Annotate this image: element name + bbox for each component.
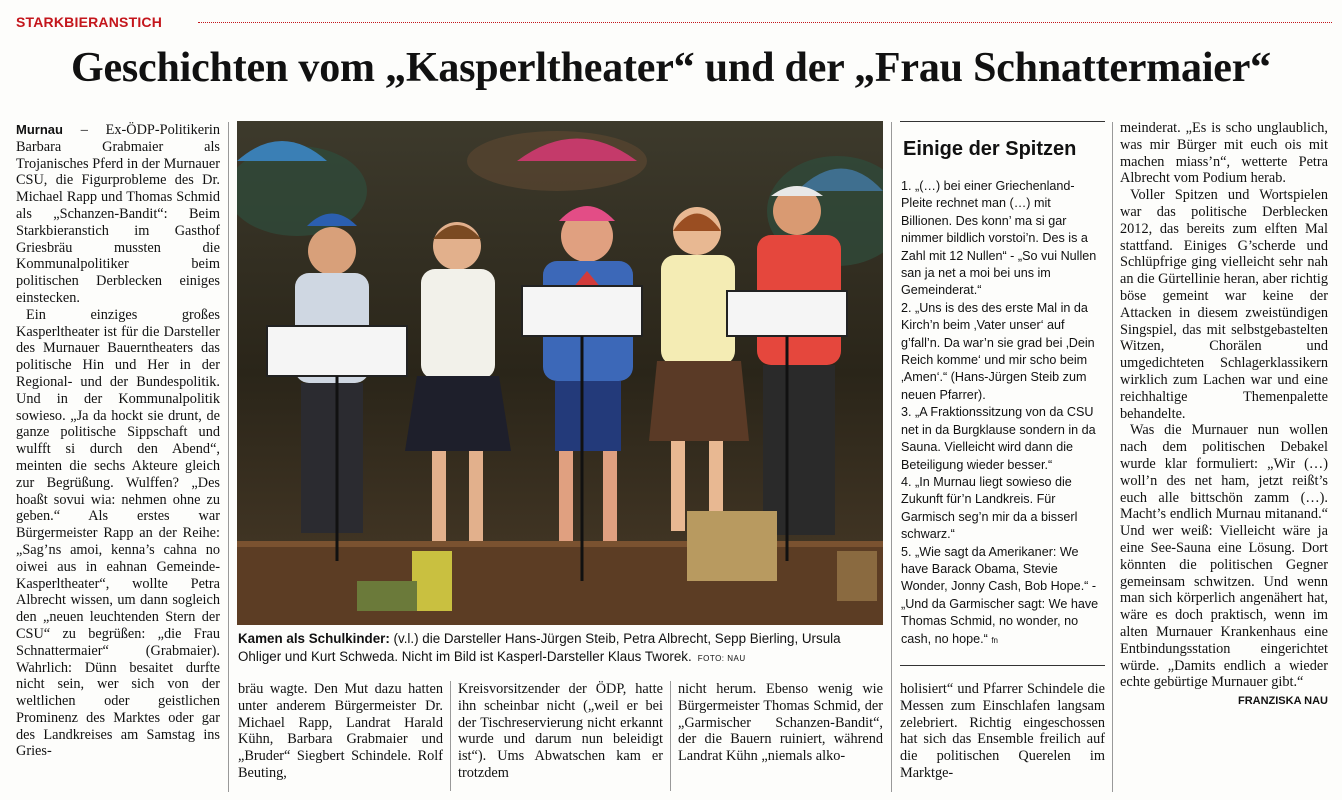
- article-paragraph-2: Ein einziges großes Kasperltheater ist für die Darsteller des Murnauer Bauerntheaters das politische Hin und Her in der Regional- und der Bundespolitik. Und in der Kommunalpolitik sowieso. „Ja da hockt sie drunt, de ganze politische Sippschaft und wulfft si durch den Abend“, meinten die sechs Akteure gleich zur Begrüßung. Wulffen? „Des hoaßt sovui wia: nehmen ohne zu geben.“ Als erstes war Bürgermeister Rapp an der Reihe: „Sag’ns amoi, kenna’s cahna no oiwei aus in eahnan Gemeinde-Kasperltheater“, wollte Petra Albrecht wissen, um dann sogleich den „neuen leuchtenden Stern der CSU“ zu begrüßen: „die Frau Schnattermaier“ (Grabmaier). Wahrlich: Dünn besaitet durfte nicht sein, wer sich von der weltlichen oder geistlichen Prominenz des Marktes oder gar des Landkreises am Samstag ins Gries-: [16, 306, 220, 760]
- box-sign: fn: [991, 635, 998, 645]
- article-column-2: bräu wagte. Den Mut dazu hatten unter anderem Bürgermeister Dr. Michael Rapp, Landrat Harald Kühn, Barbara Grabmaier und „Bruder“ Siegbert Schindele. Rolf Beuting,: [238, 681, 443, 781]
- column-rule: [450, 681, 451, 791]
- column-rule: [670, 681, 671, 791]
- quote-item: [901, 544, 1103, 649]
- quote-item: 1. „(…) bei einer Griechenland-Pleite rechnet man (…) mit Billionen. Des konn’ ma si gar nimmer bildlich vorstoi’n. Des is a Zahl mit 12 Nullen“ - „So vui Nullen san ja net a moi bei uns im Gemeinderat.“: [901, 179, 1097, 298]
- info-box-bottom-rule: [900, 665, 1105, 666]
- article-paragraph-4: Voller Spitzen und Wortspielen war das politische Derblecken 2012, das bereits zum elften Mal stattfand. Einiges G’scherde und Schlüpfrige ging vielleicht sehr nah an die Gürtellinie heran, aber richtig böse gemeint war keine der Attacken in diesem zweistündigen Singspiel, das mit selbstgebastelten Witzen, Chorälen und umgedichteten Schlagerklassikern wirklich zum Lachen war und eine reichhaltige Themenpalette behandelte.: [1120, 187, 1329, 422]
- quote-item: 2. „Uns is des des erste Mal in da Kirch’n beim ‚Vater unser‘ auf g’fall’n. Da war’n sie grad bei ‚Dein Reich komme‘ und mir scho beim ‚Amen‘.“ (Hans-Jürgen Steib zum neuen Pfarrer).: [901, 300, 1095, 402]
- column-rule: [228, 122, 229, 792]
- article-column-6: [1120, 120, 1328, 710]
- kicker-divider: [198, 22, 1332, 23]
- photo-caption: [238, 630, 884, 668]
- info-box-body: [901, 178, 1103, 649]
- info-box-title: Einige der Spitzen: [903, 138, 1077, 160]
- paragraph-5-text: Was die Murnauer nun wollen nach dem politischen Debakel wurde klar formuliert: „Wir (…) woll’n des net ham, jetzt reißt’s euch alle bittschön zamm (…). Macht’s endlich Murnau mitanand.“ Und wer weiß: Vielleicht wäre ja eine See-Sauna eine Lösung. Dort könnten die politischen Gegner gemeinsam schwitzen. Und wenn man sich körperlich angenähert hat, wäre es doch praktisch, wenn im alten Murnauer Krankenhaus eine Entbindungsstation eingerichtet würde. „Damits endlich a wieder echte gebürtige Murnauer gibt.“: [1120, 422, 1328, 691]
- headline: Geschichten vom „Kasperltheater“ und der „Frau Schnattermaier“: [70, 45, 1271, 91]
- quote-item: 3. „A Fraktionssitzung von da CSU net in da Burgklause sondern in da Sauna. Vielleicht wird dann die Beteiligung wieder besser.“: [901, 405, 1096, 472]
- stage-photo: [237, 121, 883, 625]
- article-paragraph-1: [16, 122, 220, 307]
- article-column-3: Kreisvorsitzender der ÖDP, hatte ihn scheinbar nicht („weil er bei der Tischreservierung nicht erkannt wurde und darum nun beleidigt ist“). Ums Abwatschen kam er trotzdem: [458, 681, 663, 781]
- article-column-4: nicht herum. Ebenso wenig wie Bürgermeister Thomas Schmid, der „Garmischer Schanzen-Bandit“, der die Bauern ruiniert, während Landrat Kühn „niemals alko-: [678, 681, 883, 765]
- article-paragraph-3: meinderat. „Es is scho unglaublich, was mir Bürger mit euch ois mit machen miass’n“, wetterte Petra Albrecht vom Podium herab.: [1120, 120, 1328, 187]
- author-byline: FRANZISKA NAU: [1237, 695, 1328, 708]
- column-rule: [1112, 122, 1113, 792]
- dateline: Murnau: [16, 122, 63, 137]
- caption-text: (v.l.) die Darsteller Hans-Jürgen Steib, Petra Albrecht, Sepp Bierling, Ursula Ohliger und Kurt Schweda. Nicht im Bild ist Kasperl-Darsteller Klaus Tworek.: [238, 631, 841, 664]
- info-box-top-rule: [900, 121, 1105, 122]
- photo-illustration: [237, 121, 883, 625]
- photo-credit: FOTO: NAU: [697, 654, 746, 663]
- article-column-1: [16, 122, 220, 760]
- quote-item-text: 5. „Wie sagt da Amerikaner: We have Barack Obama, Stevie Wonder, Jonny Cash, Bob Hope.“ - „Und da Garmischer sagt: We have Thomas Schmid, no wonder, no cash, no hope.“: [901, 544, 1099, 646]
- article-column-5: holisiert“ und Pfarrer Schindele die Messen zum Einschlafen langsam zelebriert. Richtig eingeschossen hat sich das Ensemble freilich auf die politischen Querelen im Marktge-: [900, 681, 1105, 781]
- section-kicker: STARKBIERANSTICH: [16, 14, 163, 30]
- column-rule: [891, 122, 892, 792]
- caption-lead: Kamen als Schulkinder:: [238, 631, 390, 646]
- quote-item: 4. „In Murnau liegt sowieso die Zukunft für’n Landkreis. Für Garmisch seg’n mir da a bisserl schwarz.“: [901, 474, 1078, 542]
- performer-5: [757, 186, 841, 535]
- article-paragraph-5: [1120, 422, 1328, 708]
- paragraph-1-text: – Ex-ÖDP-Politikerin Barbara Grabmaier als Trojanisches Pferd in der Murnauer CSU, die Figurprobleme des Dr. Michael Rapp und Thomas Schmid als „Schanzen-Bandit“: Beim Starkbieranstich im Gasthof Griesbräu mussten die Kommunalpolitiker beim politischen Derblecken einiges einstecken.: [16, 122, 220, 306]
